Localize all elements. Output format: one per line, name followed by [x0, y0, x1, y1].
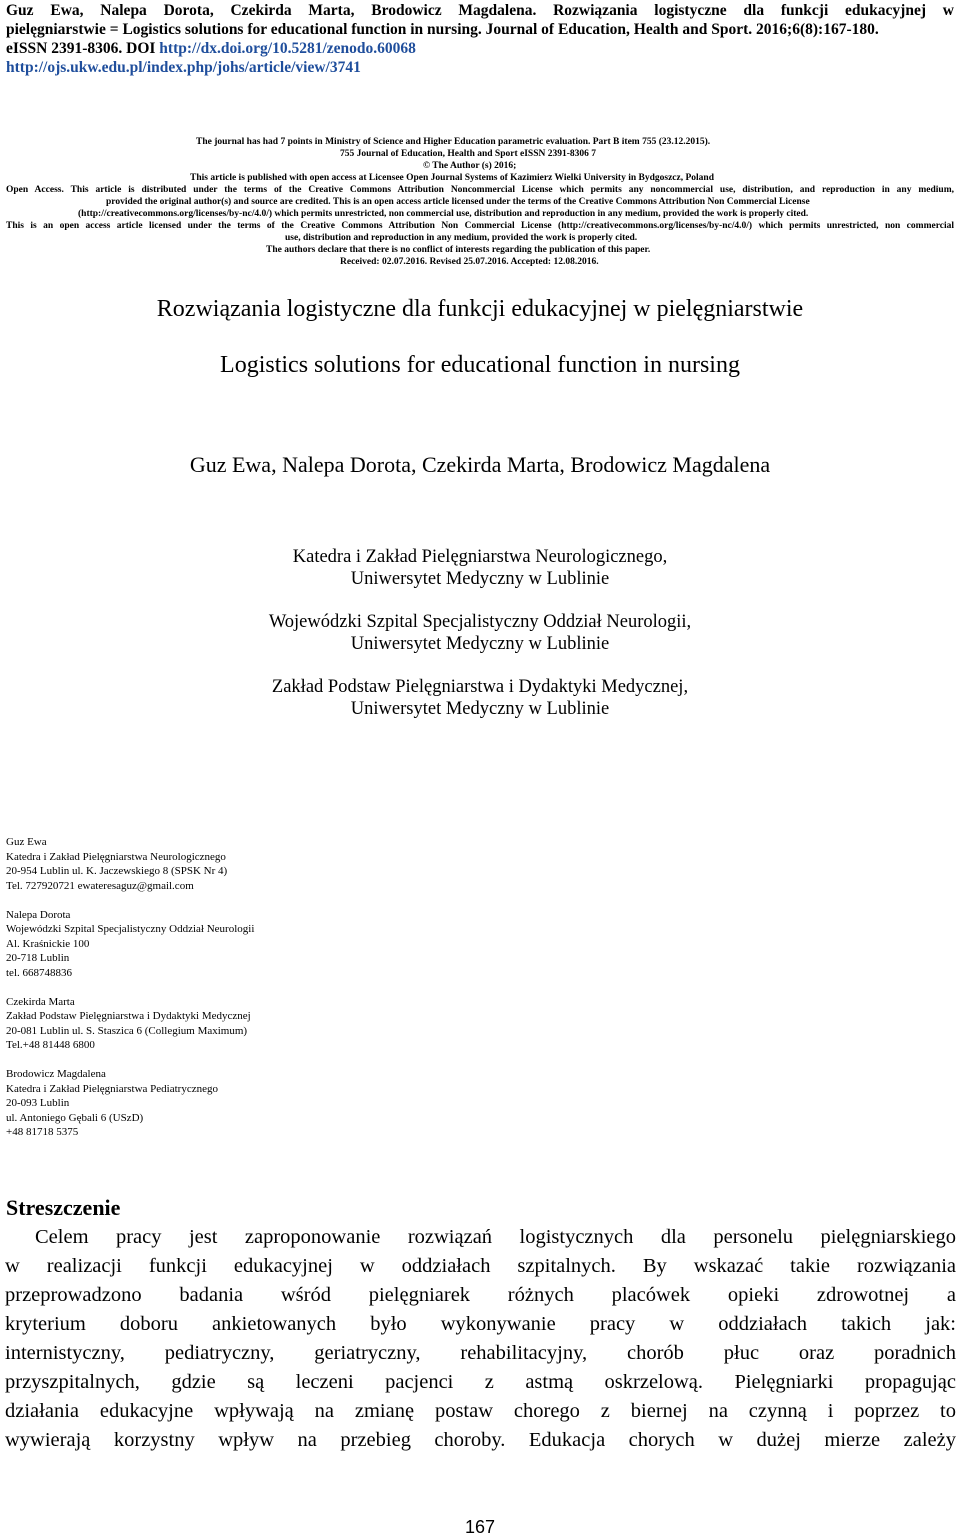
abstract-line: wywierają korzystny wpływ na przebieg choroby. Edukacja chorych w dużej mierze zależy	[5, 1429, 956, 1451]
contact-address: ul. Antoniego Gębali 6 (USzD)	[6, 1111, 144, 1124]
contact-address: 20-081 Lublin ul. S. Staszica 6 (Collegium Maximum)	[6, 1024, 248, 1037]
affiliation-1-university: Uniwersytet Medyczny w Lublinie	[350, 569, 610, 589]
notice-line-4: This article is published with open access at Licensee Open Journal Systems of Kazimierz Wielki University in Bydgoszcz, Poland	[190, 173, 714, 183]
notice-line-6: provided the original author(s) and source are credited. This is an open access article licensed under the terms of the Creative Commons Attribution Non Commercial License	[106, 197, 810, 207]
title-polish: Rozwiązania logistyczne dla funkcji edukacyjnej w pielęgniarstwie	[156, 296, 804, 322]
citation-header	[6, 1, 954, 77]
citation-line-2: pielęgniarstwie = Logistics solutions for educational function in nursing. Journal of Education, Health and Sport. 2016;6(8):167-180.	[6, 21, 879, 38]
contact-city: 20-718 Lublin	[6, 952, 70, 964]
affiliation-3-university: Uniwersytet Medyczny w Lublinie	[350, 699, 610, 719]
affiliation-2-unit: Wojewódzki Szpital Specjalistyczny Oddział Neurologii,	[268, 612, 692, 632]
doi-link[interactable]: http://dx.doi.org/10.5281/zenodo.60068	[159, 40, 416, 57]
contact-phone: tel. 668748836	[6, 966, 72, 979]
author-list: Guz Ewa, Nalepa Dorota, Czekirda Marta, Brodowicz Magdalena	[189, 452, 771, 477]
abstract-heading: Streszczenie	[6, 1195, 121, 1220]
notice-line-1: The journal has had 7 points in Ministry of Science and Higher Education parametric evaluation. Part B item 755 (23.12.2015).	[196, 137, 711, 147]
contact-unit: Zakład Podstaw Pielęgniarstwa i Dydaktyki Medycznej	[6, 1010, 251, 1022]
contact-brodowicz	[6, 1067, 254, 1140]
contact-address: 20-954 Lublin ul. K. Jaczewskiego 8 (SPSK Nr 4)	[6, 865, 228, 877]
contact-phone: +48 81718 5375	[6, 1126, 79, 1138]
affiliation-1-unit: Katedra i Zakład Pielęgniarstwa Neurologicznego,	[292, 547, 668, 567]
contact-unit: Katedra i Zakład Pielęgniarstwa Pediatrycznego	[6, 1082, 218, 1095]
notice-line-5: Open Access. This article is distributed under the terms of the Creative Commons Attribution Noncommercial License which permits any noncommercial use, distribution, and reproduction in any medium,	[6, 185, 954, 195]
affiliation-3-unit: Zakład Podstaw Pielęgniarstwa i Dydaktyki Medycznej,	[271, 677, 689, 697]
contact-czekirda	[6, 995, 254, 1053]
title-english: Logistics solutions for educational function in nursing	[220, 352, 740, 378]
contact-name: Guz Ewa	[6, 836, 47, 848]
notice-line-11: Received: 02.07.2016. Revised 25.07.2016. Accepted: 12.08.2016.	[340, 257, 599, 267]
citation-line-3	[6, 39, 954, 58]
abstract-line: przyszpitalnych, gdzie są leczeni pacjenci z astmą oskrzelową. Pielęgniarki propagując	[5, 1371, 956, 1393]
affiliation-2	[0, 611, 960, 655]
contact-phone: Tel.+48 81448 6800	[6, 1039, 95, 1051]
notice-line-9: use, distribution and reproduction in any medium, provided the work is properly cited.	[285, 233, 638, 243]
contact-name: Czekirda Marta	[6, 995, 75, 1008]
notice-line-10: The authors declare that there is no conflict of interests regarding the publication of this paper.	[266, 245, 651, 255]
contact-name: Nalepa Dorota	[6, 908, 71, 921]
article-url-link[interactable]: http://ojs.ukw.edu.pl/index.php/johs/article/view/3741	[6, 59, 361, 76]
contact-address: Al. Kraśnickie 100	[6, 937, 90, 950]
citation-line-1: Guz Ewa, Nalepa Dorota, Czekirda Marta, Brodowicz Magdalena. Rozwiązania logistyczne dla funkcji edukacyjnej w	[6, 2, 954, 19]
affiliation-2-university: Uniwersytet Medyczny w Lublinie	[350, 634, 610, 654]
contact-guz	[6, 835, 254, 893]
abstract-line: w realizacji funkcji edukacyjnej w oddziałach szpitalnych. By wskazać takie rozwiązania	[5, 1255, 956, 1277]
author-contacts	[6, 835, 254, 1154]
abstract-line: Celem pracy jest zaproponowanie rozwiązań logistycznych dla personelu pielęgniarskiego	[35, 1226, 956, 1248]
page-number: 167	[464, 1517, 496, 1537]
contact-city: 20-093 Lublin	[6, 1097, 70, 1109]
contact-phone-email: Tel. 727920721 ewateresaguz@gmail.com	[6, 879, 194, 892]
notice-line-2: 755 Journal of Education, Health and Sport eISSN 2391-8306 7	[340, 149, 597, 159]
abstract-line: przeprowadzono badania wśród pielęgniarek różnych placówek opieki zdrowotnej a	[5, 1284, 956, 1306]
notice-line-3: © The Author (s) 2016;	[423, 161, 517, 171]
notice-line-7: (http://creativecommons.org/licenses/by-nc/4.0/) which permits unrestricted, non commercial use, distribution and reproduction in any medium, provided the work is properly cited.	[78, 209, 809, 219]
contact-nalepa	[6, 908, 254, 981]
notice-line-8: This is an open access article licensed under the terms of the Creative Commons Attribution Non Commercial License (http://creativecommons.org/licenses/by-nc/4.0/) which permits unrestricted, non commercial	[6, 221, 954, 231]
contact-unit: Wojewódzki Szpital Specjalistyczny Oddział Neurologii	[6, 923, 255, 935]
contact-unit: Katedra i Zakład Pielęgniarstwa Neurologicznego	[6, 850, 226, 863]
contact-name: Brodowicz Magdalena	[6, 1068, 106, 1080]
abstract-line: działania edukacyjne wpływają na zmianę postaw chorego z biernej na czynną i poprzez to	[5, 1400, 956, 1422]
affiliation-1	[0, 546, 960, 590]
abstract-line: internistyczny, pediatryczny, geriatryczny, rehabilitacyjny, chorób płuc oraz poradnich	[5, 1342, 956, 1364]
abstract-line: kryterium doboru ankietowanych było wykonywanie pracy w oddziałach takich jak:	[5, 1313, 956, 1335]
affiliation-3	[0, 676, 960, 720]
citation-eissn: eISSN 2391-8306. DOI	[6, 40, 160, 57]
